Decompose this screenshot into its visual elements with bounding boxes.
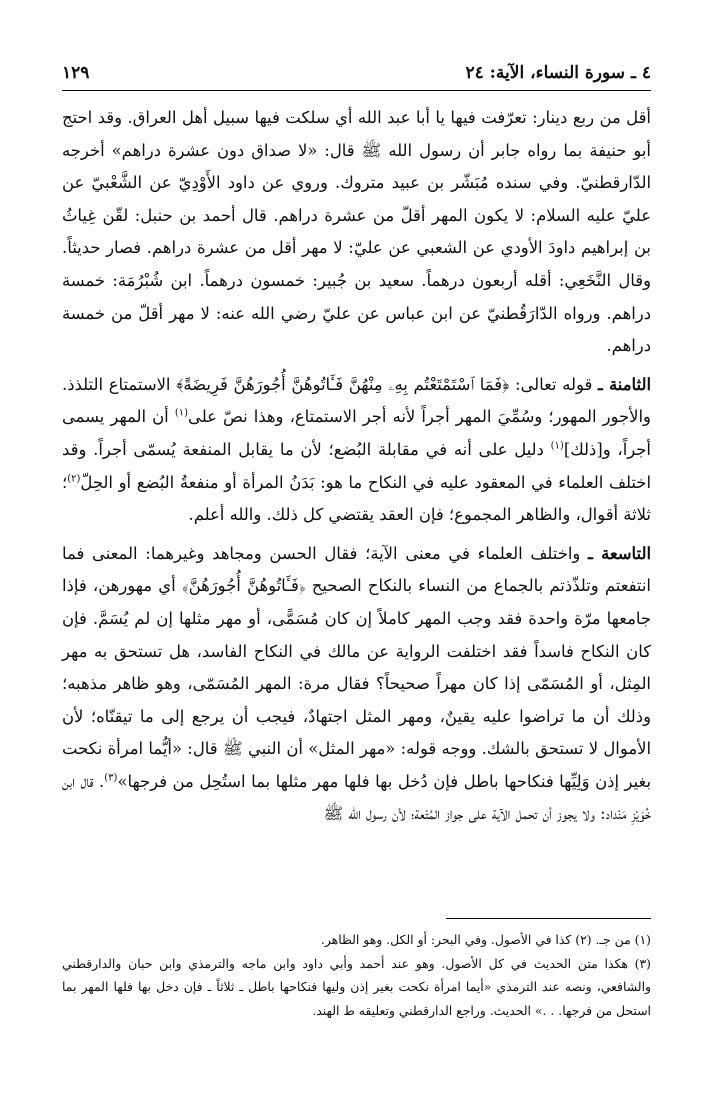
paragraph-3-text-b: . قال ابن خُوَيْزِ مَنْداد: ولا يجوز أن تحمل الآية على جواز المُتْعة؛ لأن رسول الله ﷺ (62, 771, 651, 824)
paragraph-3 (62, 538, 651, 831)
footnote-ref-2: (٢) (67, 473, 81, 485)
page-header (62, 58, 651, 88)
running-title: ٤ ـ سورة النساء، الآية: ٢٤ (465, 63, 651, 83)
main-text (62, 102, 651, 831)
paragraph-3-heading: التاسعة ـ (588, 543, 651, 563)
paragraph-2-text-c: دليل على أنه في مقابلة البُضع؛ لأن ما يقابل المنفعة يُسمّى أجراً. وقد اختلف العلماء في المعقود عليه في النكاح ما هو: بَدَنُ المرأة أو منفعةُ البُضع أو الحِلّ (62, 439, 651, 492)
footnote-line-1: (١) من جـ. (٢) كذا في الأصول. وفي البحر: أو الكل. وهو الظاهر. (320, 932, 651, 947)
footnote-ref-1b: (١) (550, 440, 564, 452)
header-rule (62, 90, 651, 91)
footnote-ref-1: (١) (174, 407, 189, 419)
paragraph-2-text-d: ؛ ثلاثة أقوال، والظاهر المجموع؛ فإن العقد يقتضي كل ذلك. والله أعلم. (62, 472, 651, 525)
footnote-ref-3: (٣) (104, 772, 118, 784)
page-number: ١٢٩ (62, 63, 90, 83)
paragraph-2-text-a: قوله تعالى: ﴿فَمَا ٱسْتَمْتَعْتُم بِهِۦ مِنْهُنَّ فَـَٔاتُوهُنَّ أُجُورَهُنَّ فَرِيضَةً﴾ الاستمتاع التلذذ. والأجور المهور؛ وسُمِّيَ المهر أجراً لأنه أجر الاستمتاع، وهذا نصّ على (62, 374, 651, 427)
paragraph-3-text-a: واختلف العلماء في معنى الآية؛ فقال الحسن ومجاهد وغيرهما: المعنى فما انتفعتم وتلذّذتم بالجماع من النساء بالنكاح الصحيح ﴿فَـَٔاتُوهُنَّ أُجُورَهُنَّ﴾ أي مهورهن، فإذا جامعها مرّة واحدة فقد وجب المهر كاملاً إن كان مُسَمًّى، أو مهر مثلها إن لم يُسَمَّ. فإن كان النكاح فاسداً فقد اختلفت الرواية عن مالك في النكاح الفاسد، هل تستحق به مهر المِثل، أو المُسَمّى إذا كان مهراً صحيحاً؟ فقال مرة: المهر المُسَمّى، وهو ظاهر مذهبه؛ وذلك أن ما تراضوا عليه يقينٌ، ومهر المثل اجتهادٌ، فيجب أن يرجع إلى ما تيقنّاه؛ لأن الأموال لا تستحق بالشك. ووجه قوله: «مهر المثل» أن النبي ﷺ قال: «أيُّما امرأة نكحت بغير إذن وَلِيِّها فنكاحها باطل فإن دُخل بها فلها مهر مثلها بما استُحِل من فرجها» (62, 543, 652, 791)
footnote-line-2: (٣) هكذا متن الحديث في كل الأصول. وهو عند أحمد وأبي داود وابن ماجه والترمذي وابن حبان والدارقطني والشافعي، ونصه عند الترمذي «أيما امرأة نكحت بغير إذن وليها فنكاحها باطل ـ ثلاثاً ـ فإن دخل بها فلها المهر بما استحل من فرجها. . .» الحديث. وراجع الدارقطني وتعليقه ط الهند. (62, 955, 651, 1018)
paragraph-2 (62, 369, 651, 532)
footnote-rule (446, 918, 651, 919)
paragraph-2-text-b: أن المهر يسمى أجراً، و[ذلك] (62, 407, 651, 459)
paragraph-1: أقل من ربع دينار: تعرّفت فيها يا أبا عبد الله أي سلكت فيها سبيل أهل العراق. وقد احتج أبو حنيفة بما رواه جابر أن رسول الله ﷺ قال: «لا صداق دون عشرة دراهم» أخرجه الدّارقطنيّ. وفي سنده مُبَشّر بن عبيد متروك. وروي عن داود الأَوْدِيّ عن الشَّعْبيّ عن عليّ عليه السلام: لا يكون المهر أقلّ من عشرة دراهم. قال أحمد بن حنبل: لقّن غِياثُ بن إبراهيم داودَ الأودي عن الشعبي عن عليّ: لا مهر أقل من عشرة دراهم. فصار حديثاً. وقال النَّخَعِي: أقله أربعون درهماً. سعيد بن جُبير: خمسون درهماً. ابن شُبْرُمَة: خمسة دراهم. ورواه الدّارَقُطنيّ عن ابن عباس عن عليّ رضي الله عنه: لا مهر أقلّ من خمسة دراهم. (62, 108, 651, 356)
footnotes (62, 928, 651, 1022)
paragraph-2-heading: الثامنة ـ (598, 374, 651, 394)
